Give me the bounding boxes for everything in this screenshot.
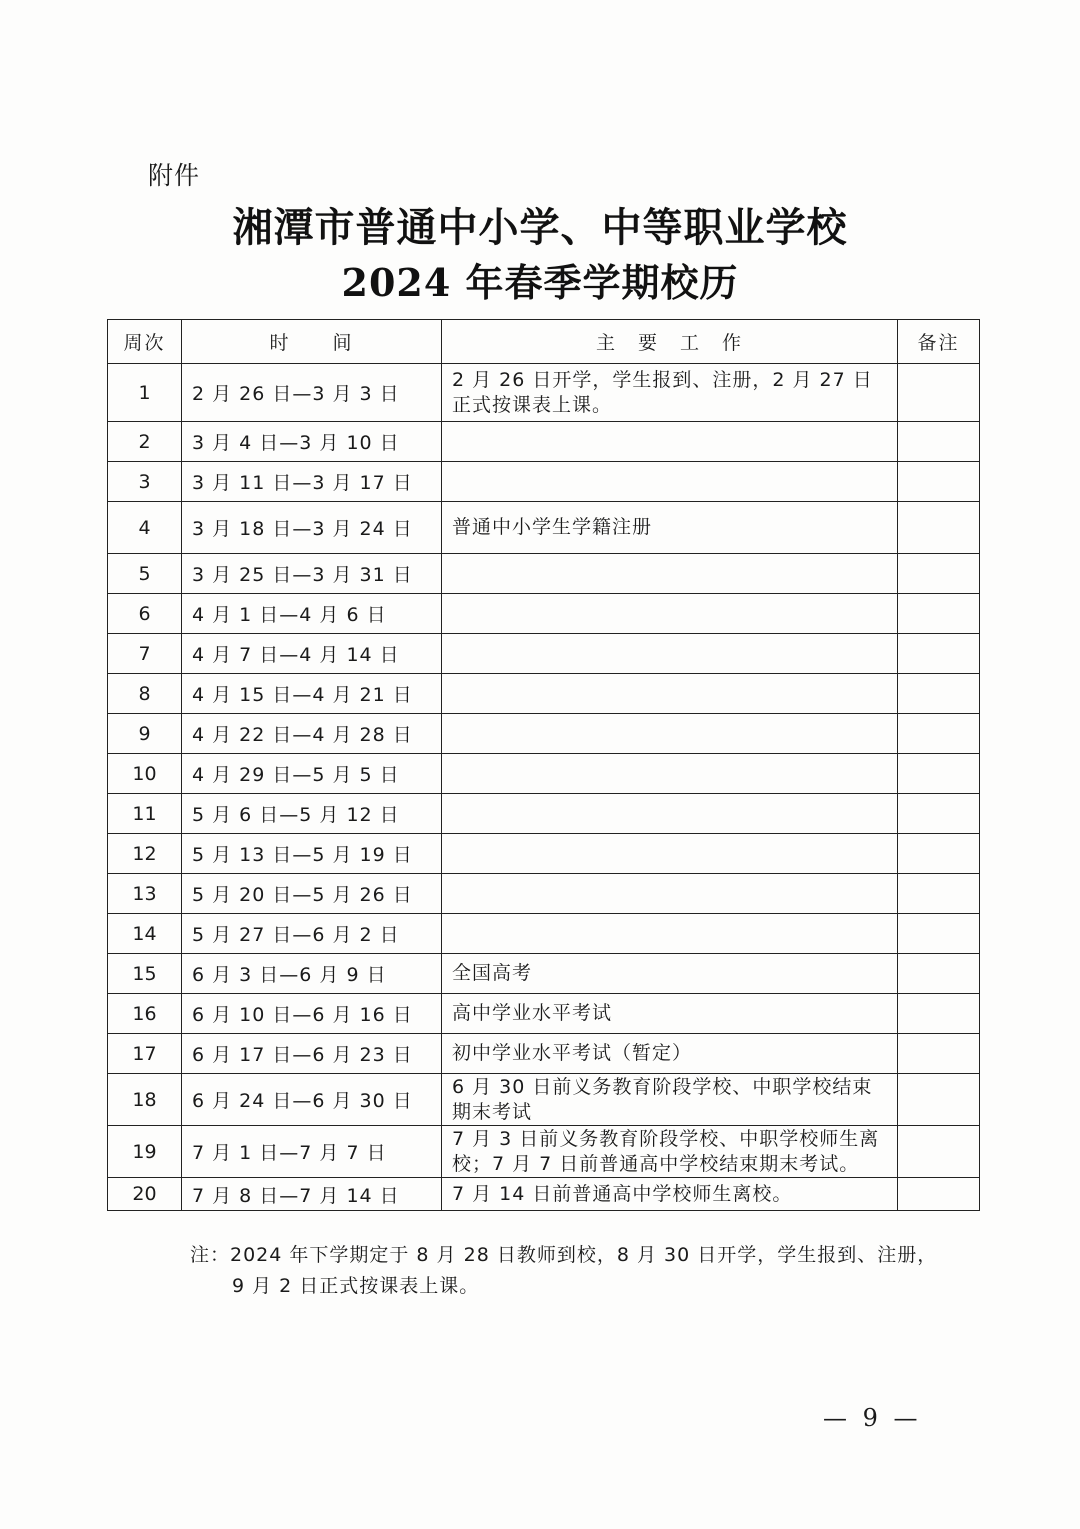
work-cell [442,834,898,874]
table-row [108,554,980,594]
week-cell: 14 [108,914,182,954]
table-header-row [108,320,980,364]
week-cell: 17 [108,1034,182,1074]
attachment-label: 附件 [148,161,201,190]
document-title: 湘潭市普通中小学、中等职业学校 [232,204,848,251]
work-cell: 6 月 30 日前义务教育阶段学校、中职学校结束期末考试 [442,1074,898,1126]
work-cell [442,754,898,794]
remark-cell [898,874,980,914]
time-cell: 4 月 15 日—4 月 21 日 [182,674,442,714]
work-cell [442,594,898,634]
remark-cell [898,634,980,674]
table-body [108,364,980,1211]
work-cell [442,914,898,954]
table-row [108,754,980,794]
week-cell: 18 [108,1074,182,1126]
work-cell [442,554,898,594]
remark-cell [898,834,980,874]
table-row [108,422,980,462]
work-cell: 7 月 14 日前普通高中学校师生离校。 [442,1178,898,1211]
time-cell: 6 月 17 日—6 月 23 日 [182,1034,442,1074]
week-cell: 2 [108,422,182,462]
time-cell: 5 月 13 日—5 月 19 日 [182,834,442,874]
time-cell: 4 月 7 日—4 月 14 日 [182,634,442,674]
remark-cell [898,754,980,794]
remark-cell [898,422,980,462]
work-cell [442,422,898,462]
time-cell: 5 月 20 日—5 月 26 日 [182,874,442,914]
work-cell [442,674,898,714]
week-cell: 11 [108,794,182,834]
time-cell: 4 月 1 日—4 月 6 日 [182,594,442,634]
week-cell: 5 [108,554,182,594]
time-cell: 3 月 4 日—3 月 10 日 [182,422,442,462]
header-time: 时 间 [182,320,442,364]
table-row [108,1178,980,1211]
work-cell: 普通中小学生学籍注册 [442,502,898,554]
time-cell: 7 月 8 日—7 月 14 日 [182,1178,442,1211]
remark-cell [898,462,980,502]
work-cell [442,634,898,674]
time-cell: 5 月 27 日—6 月 2 日 [182,914,442,954]
table-row [108,674,980,714]
work-cell: 全国高考 [442,954,898,994]
week-cell: 1 [108,364,182,422]
work-cell [442,874,898,914]
work-cell: 7 月 3 日前义务教育阶段学校、中职学校师生离校；7 月 7 日前普通高中学校结束期末考试。 [442,1126,898,1178]
week-cell: 20 [108,1178,182,1211]
work-cell: 高中学业水平考试 [442,994,898,1034]
remark-cell [898,594,980,634]
remark-cell [898,794,980,834]
remark-cell [898,1126,980,1178]
table-row [108,714,980,754]
work-cell: 2 月 26 日开学，学生报到、注册，2 月 27 日正式按课表上课。 [442,364,898,422]
week-cell: 13 [108,874,182,914]
work-cell [442,462,898,502]
table-row [108,874,980,914]
table-row [108,462,980,502]
week-cell: 19 [108,1126,182,1178]
header-remark: 备注 [898,320,980,364]
table-row [108,634,980,674]
document-subtitle: 2024 年春季学期校历 [341,260,739,305]
remark-cell [898,1034,980,1074]
table-row [108,1074,980,1126]
time-cell: 6 月 10 日—6 月 16 日 [182,994,442,1034]
week-cell: 10 [108,754,182,794]
week-cell: 3 [108,462,182,502]
week-cell: 9 [108,714,182,754]
page-number: — 9 — [823,1404,922,1432]
school-calendar-table [107,319,980,1211]
remark-cell [898,502,980,554]
table-row [108,1126,980,1178]
remark-cell [898,554,980,594]
time-cell: 3 月 18 日—3 月 24 日 [182,502,442,554]
remark-cell [898,1074,980,1126]
footnote-line: 注：2024 年下学期定于 8 月 28 日教师到校，8 月 30 日开学，学生报到、注册， [190,1244,938,1266]
remark-cell [898,914,980,954]
time-cell: 5 月 6 日—5 月 12 日 [182,794,442,834]
work-cell: 初中学业水平考试（暂定） [442,1034,898,1074]
week-cell: 6 [108,594,182,634]
time-cell: 6 月 24 日—6 月 30 日 [182,1074,442,1126]
table-row [108,502,980,554]
table-row [108,954,980,994]
table-row [108,794,980,834]
time-cell: 6 月 3 日—6 月 9 日 [182,954,442,994]
week-cell: 7 [108,634,182,674]
week-cell: 4 [108,502,182,554]
time-cell: 4 月 22 日—4 月 28 日 [182,714,442,754]
table-row [108,994,980,1034]
header-work: 主 要 工 作 [442,320,898,364]
time-cell: 2 月 26 日—3 月 3 日 [182,364,442,422]
time-cell: 7 月 1 日—7 月 7 日 [182,1126,442,1178]
time-cell: 4 月 29 日—5 月 5 日 [182,754,442,794]
week-cell: 8 [108,674,182,714]
table-row [108,914,980,954]
week-cell: 16 [108,994,182,1034]
footnote-line: 9 月 2 日正式按课表上课。 [232,1275,480,1297]
remark-cell [898,994,980,1034]
week-cell: 12 [108,834,182,874]
time-cell: 3 月 25 日—3 月 31 日 [182,554,442,594]
table-row [108,364,980,422]
remark-cell [898,674,980,714]
remark-cell [898,714,980,754]
footnote [190,1240,960,1302]
work-cell [442,714,898,754]
table-row [108,1034,980,1074]
work-cell [442,794,898,834]
remark-cell [898,1178,980,1211]
table-row [108,594,980,634]
remark-cell [898,954,980,994]
time-cell: 3 月 11 日—3 月 17 日 [182,462,442,502]
table-row [108,834,980,874]
remark-cell [898,364,980,422]
header-week: 周次 [108,320,182,364]
week-cell: 15 [108,954,182,994]
